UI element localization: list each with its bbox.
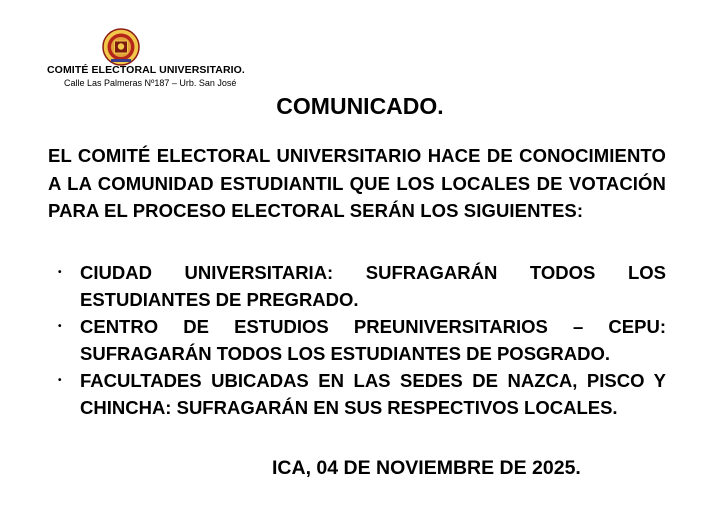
list-item: [48, 367, 666, 421]
organization-address: Calle Las Palmeras Nº187 – Urb. San José: [64, 78, 237, 88]
list-item-text: FACULTADES UBICADAS EN LAS SEDES DE NAZCA, PISCO Y CHINCHA: SUFRAGARÁN EN SUS RESPECTIVOS LOCALES.: [80, 370, 666, 418]
bullet-icon: •: [58, 375, 62, 386]
bullet-icon: •: [58, 321, 62, 332]
university-seal-icon: [100, 28, 142, 66]
organization-name: COMITÉ ELECTORAL UNIVERSITARIO.: [47, 64, 245, 76]
date-line: ICA, 04 DE NOVIEMBRE DE 2025.: [272, 457, 581, 479]
title-text: COMUNICADO.: [276, 93, 444, 119]
announcement-body: EL COMITÉ ELECTORAL UNIVERSITARIO HACE DE CONOCIMIENTO A LA COMUNIDAD ESTUDIANTIL QUE LOS LOCALES DE VOTACIÓN PARA EL PROCESO ELECTORAL SERÁN LOS SIGUIENTES:: [48, 145, 666, 221]
bullet-icon: •: [58, 267, 62, 278]
page-title: [0, 93, 720, 120]
list-item: [48, 313, 666, 367]
list-item: [48, 259, 666, 313]
university-seal-logo: [100, 28, 142, 66]
list-item-text: CENTRO DE ESTUDIOS PREUNIVERSITARIOS – CEPU: SUFRAGARÁN TODOS LOS ESTUDIANTES DE POSGRADO.: [80, 316, 666, 364]
voting-locations-list: [48, 259, 666, 421]
list-item-text: CIUDAD UNIVERSITARIA: SUFRAGARÁN TODOS LOS ESTUDIANTES DE PREGRADO.: [80, 262, 666, 310]
